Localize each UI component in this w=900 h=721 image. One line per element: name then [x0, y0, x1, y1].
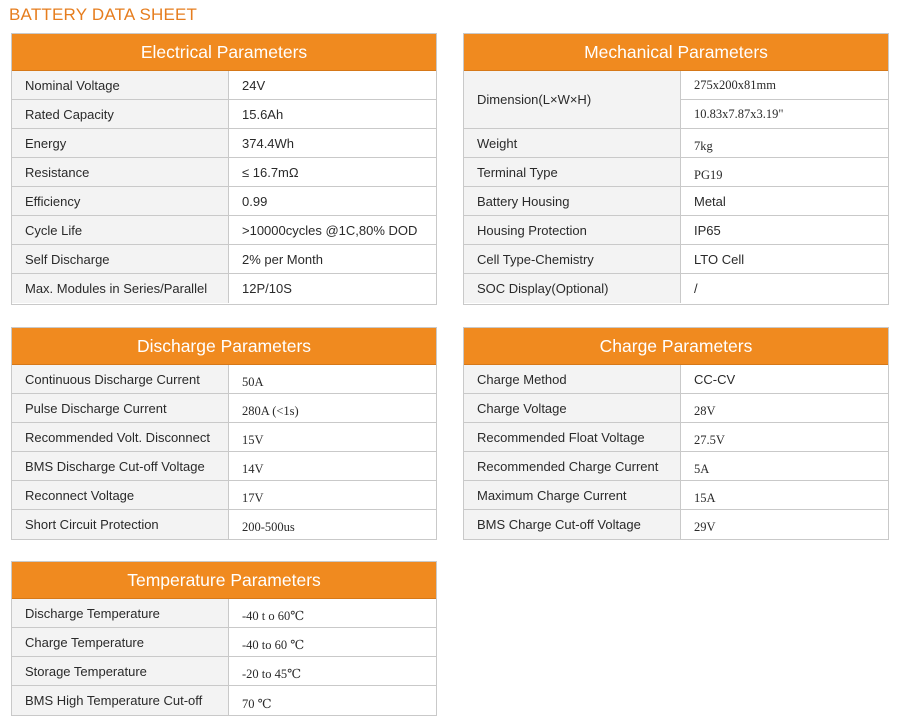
- maximum-charge-current-value: 15A: [681, 481, 888, 509]
- resistance-label: Resistance: [12, 158, 229, 186]
- charge-parameters-header: Charge Parameters: [464, 328, 888, 365]
- reconnect-voltage-label: Reconnect Voltage: [12, 481, 229, 509]
- efficiency-label: Efficiency: [12, 187, 229, 215]
- storage-temperature-label: Storage Temperature: [12, 657, 229, 685]
- table-row: [464, 158, 888, 187]
- resistance-value: ≤ 16.7mΩ: [229, 158, 436, 186]
- table-row: [464, 510, 888, 539]
- table-row: [12, 599, 436, 628]
- table-row: [464, 129, 888, 158]
- table-row: [12, 628, 436, 657]
- discharge-temperature-value: -40 t o 60℃: [229, 599, 436, 627]
- max-modules-value: 12P/10S: [229, 274, 436, 303]
- energy-value: 374.4Wh: [229, 129, 436, 157]
- table-row: [12, 423, 436, 452]
- soc-display-label: SOC Display(Optional): [464, 274, 681, 303]
- charge-method-value: CC-CV: [681, 365, 888, 393]
- table-row: [12, 394, 436, 423]
- temperature-parameters-header: Temperature Parameters: [12, 562, 436, 599]
- bms-charge-cutoff-label: BMS Charge Cut-off Voltage: [464, 510, 681, 539]
- table-row: [12, 71, 436, 100]
- table-row: [12, 216, 436, 245]
- table-row: [12, 187, 436, 216]
- maximum-charge-current-label: Maximum Charge Current: [464, 481, 681, 509]
- rated-capacity-label: Rated Capacity: [12, 100, 229, 128]
- charge-parameters-table: [463, 327, 889, 540]
- table-row: [464, 365, 888, 394]
- table-row: [464, 274, 888, 303]
- table-row: [464, 245, 888, 274]
- table-row: [464, 423, 888, 452]
- table-row: [12, 452, 436, 481]
- bms-discharge-cutoff-label: BMS Discharge Cut-off Voltage: [12, 452, 229, 480]
- continuous-discharge-current-value: 50A: [229, 365, 436, 393]
- mechanical-parameters-table: [463, 33, 889, 305]
- table-row: [464, 187, 888, 216]
- table-row: [12, 657, 436, 686]
- temperature-parameters-table: [11, 561, 437, 716]
- table-row: [12, 510, 436, 539]
- recommended-float-voltage-value: 27.5V: [681, 423, 888, 451]
- battery-housing-value: Metal: [681, 187, 888, 215]
- max-modules-label: Max. Modules in Series/Parallel: [12, 274, 229, 303]
- recommended-charge-current-value: 5A: [681, 452, 888, 480]
- table-row: [12, 100, 436, 129]
- recommended-float-voltage-label: Recommended Float Voltage: [464, 423, 681, 451]
- table-row: [464, 394, 888, 423]
- housing-protection-value: IP65: [681, 216, 888, 244]
- table-row: [464, 216, 888, 245]
- charge-temperature-label: Charge Temperature: [12, 628, 229, 656]
- page-title: BATTERY DATA SHEET: [9, 5, 198, 24]
- energy-label: Energy: [12, 129, 229, 157]
- recommended-charge-current-label: Recommended Charge Current: [464, 452, 681, 480]
- self-discharge-value: 2% per Month: [229, 245, 436, 273]
- table-row: [464, 71, 888, 129]
- nominal-voltage-label: Nominal Voltage: [12, 71, 229, 99]
- reconnect-voltage-value: 17V: [229, 481, 436, 509]
- nominal-voltage-value: 24V: [229, 71, 436, 99]
- terminal-type-value: PG19: [681, 158, 888, 186]
- short-circuit-protection-value: 200-500us: [229, 510, 436, 539]
- soc-display-value: /: [681, 274, 888, 303]
- housing-protection-label: Housing Protection: [464, 216, 681, 244]
- discharge-parameters-header: Discharge Parameters: [12, 328, 436, 365]
- discharge-parameters-table: [11, 327, 437, 540]
- bms-discharge-cutoff-value: 14V: [229, 452, 436, 480]
- charge-voltage-label: Charge Voltage: [464, 394, 681, 422]
- bms-high-temperature-cutoff-label: BMS High Temperature Cut-off: [12, 686, 229, 715]
- pulse-discharge-current-value: 280A (<1s): [229, 394, 436, 422]
- terminal-type-label: Terminal Type: [464, 158, 681, 186]
- dimension-inch-value: 10.83x7.87x3.19": [694, 106, 784, 121]
- charge-temperature-value: -40 to 60 ℃: [229, 628, 436, 656]
- pulse-discharge-current-label: Pulse Discharge Current: [12, 394, 229, 422]
- electrical-parameters-header: Electrical Parameters: [12, 34, 436, 71]
- rated-capacity-value: 15.6Ah: [229, 100, 436, 128]
- weight-label: Weight: [464, 129, 681, 157]
- cell-type-label: Cell Type-Chemistry: [464, 245, 681, 273]
- table-row: [12, 158, 436, 187]
- table-row: [12, 481, 436, 510]
- cycle-life-value: >10000cycles @1C,80% DOD: [229, 216, 436, 244]
- charge-voltage-value: 28V: [681, 394, 888, 422]
- table-row: [464, 452, 888, 481]
- continuous-discharge-current-label: Continuous Discharge Current: [12, 365, 229, 393]
- bms-high-temperature-cutoff-value: 70 ℃: [229, 686, 436, 715]
- table-row: [12, 274, 436, 303]
- table-row: [12, 365, 436, 394]
- table-row: [12, 686, 436, 715]
- table-row: [12, 129, 436, 158]
- short-circuit-protection-label: Short Circuit Protection: [12, 510, 229, 539]
- charge-method-label: Charge Method: [464, 365, 681, 393]
- bms-charge-cutoff-value: 29V: [681, 510, 888, 539]
- storage-temperature-value: -20 to 45℃: [229, 657, 436, 685]
- recommended-volt-disconnect-label: Recommended Volt. Disconnect: [12, 423, 229, 451]
- self-discharge-label: Self Discharge: [12, 245, 229, 273]
- discharge-temperature-label: Discharge Temperature: [12, 599, 229, 627]
- cycle-life-label: Cycle Life: [12, 216, 229, 244]
- efficiency-value: 0.99: [229, 187, 436, 215]
- weight-value: 7kg: [681, 129, 888, 157]
- dimension-mm-value: 275x200x81mm: [681, 71, 888, 100]
- mechanical-parameters-header: Mechanical Parameters: [464, 34, 888, 71]
- battery-housing-label: Battery Housing: [464, 187, 681, 215]
- electrical-parameters-table: [11, 33, 437, 305]
- table-row: [464, 481, 888, 510]
- table-row: [12, 245, 436, 274]
- cell-type-value: LTO Cell: [681, 245, 888, 273]
- dimension-label: Dimension(L×W×H): [464, 71, 681, 128]
- recommended-volt-disconnect-value: 15V: [229, 423, 436, 451]
